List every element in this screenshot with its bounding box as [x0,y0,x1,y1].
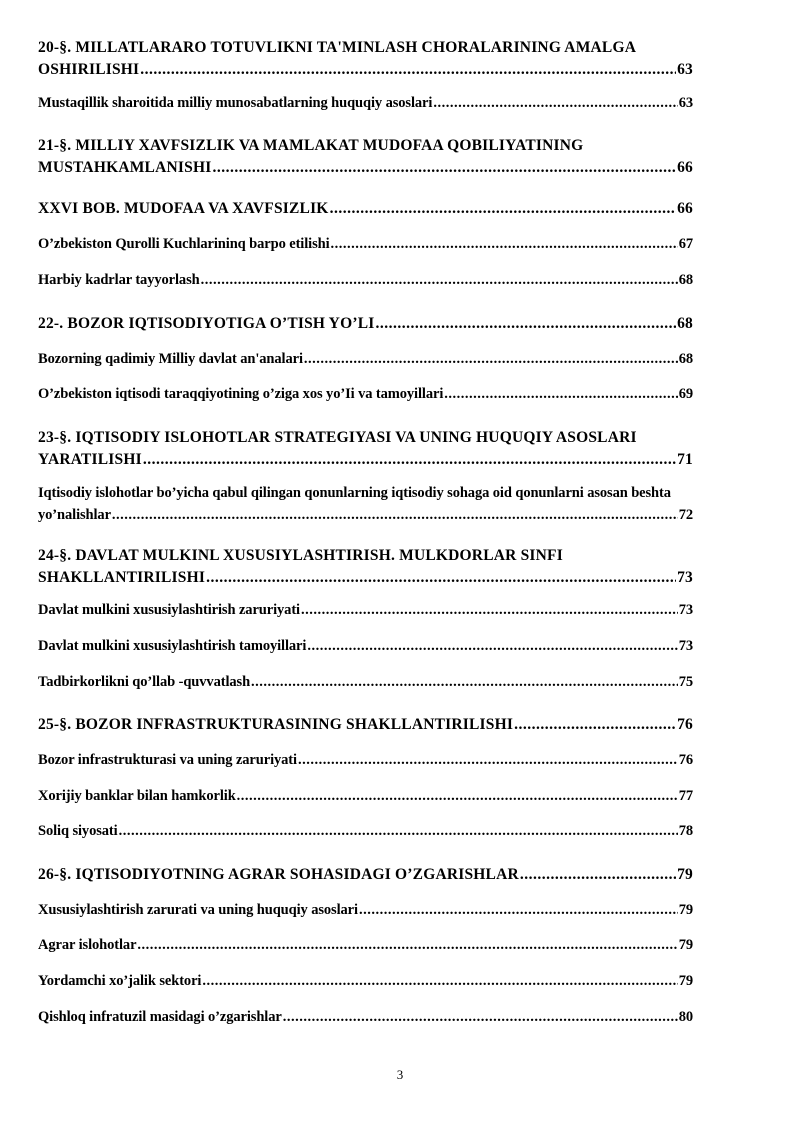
toc-entry[interactable] [38,934,693,956]
toc-page-number: 66 [677,159,693,176]
toc-entry[interactable] [38,749,693,771]
toc-entry[interactable] [38,785,693,807]
toc-entry-title-line1: Iqtisodiy islohotlar bo’yicha qabul qilingan qonunlarning iqtisodiy sohaga oid qonunlarni asosan beshta [38,485,671,501]
toc-entry-24[interactable] [38,545,693,589]
toc-entry[interactable] [38,348,693,370]
toc-entry[interactable] [38,671,693,693]
dot-leader [201,269,678,291]
toc-entry-title: 25-§. BOZOR INFRASTRUKTURASINING SHAKLLANTIRILISHI [38,716,514,733]
toc-entry-title: MUSTAHKAMLANISHI [38,159,212,176]
toc-entry[interactable] [38,1006,693,1028]
toc-entry-title: Yordamchi xo’jalik sektori [38,973,202,989]
toc-page-number: 78 [678,823,693,839]
toc-page-number: 68 [678,272,693,288]
toc-entry-title: Soliq siyosati [38,823,118,839]
toc-entry-title: O’zbekiston Qurolli Kuchlarininq barpo etilishi [38,236,330,252]
dot-leader [212,157,676,179]
toc-page-number: 63 [677,61,693,78]
toc-page-number: 73 [677,569,693,586]
dot-leader [514,714,676,736]
toc-entry-title: Davlat mulkini xususiylashtirish zaruriyati [38,602,300,618]
dot-leader [112,504,678,526]
toc-entry-20[interactable] [38,37,693,81]
toc-page-number: 67 [678,236,693,252]
toc-entry[interactable] [38,820,693,842]
toc-page-number: 76 [677,716,693,733]
toc-entry-title-line1: 23-§. IQTISODIY ISLOHOTLAR STRATEGIYASI VA UNING HUQUQIY ASOSLARI [38,429,637,446]
toc-page-number: 79 [678,937,693,953]
toc-page-number: 80 [678,1009,693,1025]
dot-leader [143,449,676,471]
toc-entry-title: YARATILISHI [38,451,142,468]
toc-entry-title: Tadbirkorlikni qo’llab -quvvatlash [38,674,251,690]
toc-entry[interactable] [38,269,693,291]
toc-page-number: 68 [678,351,693,367]
toc-page-number: 76 [678,752,693,768]
toc-page-number: 79 [678,902,693,918]
toc-entry-title: Mustaqillik sharoitida milliy munosabatlarning huquqiy asoslari [38,95,433,111]
toc-entry-title: 26-§. IQTISODIYOTNING AGRAR SOHASIDAGI O’ZGARISHLAR [38,866,519,883]
toc-entry-title: O’zbekiston iqtisodi taraqqiyotining o’ziga xos yo’Ii va tamoyillari [38,386,444,402]
dot-leader [304,348,678,370]
dot-leader [307,635,677,657]
dot-leader [331,233,678,255]
toc-entry-title-line1: 24-§. DAVLAT MULKINL XUSUSIYLASHTIRISH. MULKDORLAR SINFI [38,547,563,564]
dot-leader [520,864,676,886]
toc-entry-title: XXVI BOB. MUDOFAA VA XAVFSIZLIK [38,200,329,217]
toc-entry-title-line1: 21-§. MILLIY XAVFSIZLIK VA MAMLAKAT MUDOFAA QOBILIYATINING [38,137,584,154]
toc-entry[interactable] [38,635,693,657]
dot-leader [283,1006,678,1028]
dot-leader [237,785,678,807]
dot-leader [433,92,677,114]
toc-entry-21[interactable] [38,135,693,179]
toc-page-number: 72 [678,507,693,523]
toc-page-number: 63 [678,95,693,111]
toc-entry[interactable] [38,233,693,255]
dot-leader [330,198,677,220]
toc-page-number: 75 [678,674,693,690]
toc-entry-title: OSHIRILISHI [38,61,140,78]
toc-entry[interactable] [38,970,693,992]
toc-page-number: 73 [678,602,693,618]
toc-page-number: 66 [677,200,693,217]
toc-entry-title: Harbiy kadrlar tayyorlash [38,272,200,288]
toc-entry-25[interactable] [38,714,693,736]
dot-leader [119,820,678,842]
toc-entry-title: Bozor infrastrukturasi va uning zaruriyati [38,752,297,768]
toc-entry-title: Xorijiy banklar bilan hamkorlik [38,788,236,804]
dot-leader [298,749,678,771]
toc-entry-title: Bozorning qadimiy Milliy davlat an'analari [38,351,303,367]
toc-entry[interactable] [38,482,693,526]
toc-entry[interactable] [38,899,693,921]
toc-page-number: 79 [678,973,693,989]
toc-entry-title: Agrar islohotlar [38,937,137,953]
toc-page-number: 71 [677,451,693,468]
toc-entry[interactable] [38,92,693,114]
dot-leader [206,567,676,589]
dot-leader [137,934,677,956]
dot-leader [359,899,678,921]
dot-leader [444,383,677,405]
toc-entry-title: Qishloq infratuzil masidagi o’zgarishlar [38,1009,282,1025]
toc-entry-26[interactable] [38,864,693,886]
toc-entry-title: yo’nalishlar [38,507,111,523]
toc-entry-title: SHAKLLANTIRILISHI [38,569,206,586]
dot-leader [202,970,677,992]
toc-entry-22[interactable] [38,313,693,335]
page-number-footer: 3 [396,1067,404,1082]
dot-leader [251,671,678,693]
toc-page-number: 69 [678,386,693,402]
toc-entry-title: 22-. BOZOR IQTISODIYOTIGA O’TISH YO’LI [38,315,375,332]
toc-page-number: 77 [678,788,693,804]
toc-page-number: 79 [677,866,693,883]
toc-page-number: 73 [678,638,693,654]
toc-entry-23[interactable] [38,427,693,471]
toc-entry-title-line1: 20-§. MILLATLARARO TOTUVLIKNI TA'MINLASH CHORALARINING AMALGA [38,39,637,56]
toc-entry-title: Davlat mulkini xususiylashtirish tamoyillari [38,638,307,654]
toc-page-number: 68 [677,315,693,332]
toc-entry[interactable] [38,198,693,220]
toc-entry[interactable] [38,383,693,405]
toc-entry[interactable] [38,599,693,621]
dot-leader [375,313,676,335]
toc-entry-title: Xususiylashtirish zarurati va uning huquqiy asoslari [38,902,358,918]
dot-leader [140,59,676,81]
dot-leader [301,599,678,621]
